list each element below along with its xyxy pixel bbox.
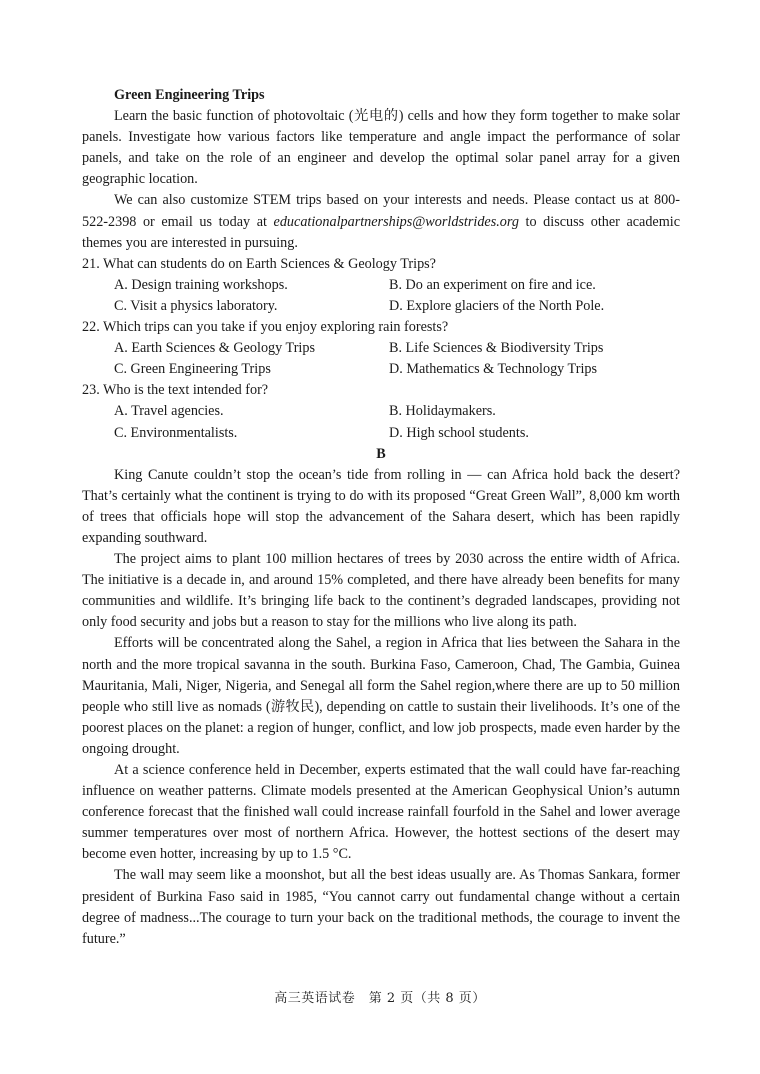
option-b: B. Do an experiment on fire and ice. (389, 276, 596, 293)
option-d: D. Explore glaciers of the North Pole. (389, 297, 605, 314)
passage-b-paragraph-3: Efforts will be concentrated along the Sahel, a region in Africa that lies between the Sahara in the north and the more tropical savanna in the south. Burkina Faso, Cameroon, Chad, The Gambia, Guinea Mauritania, Mali, Niger, Nigeria, and Senegal all form the Sahel region,where there are up to 50 million people who still live as nomads (游牧民), depending on cattle to sustain their livelihoods. It’s one of the poorest places on the planet: a region of hunger, conflict, and low job prospects, made even harder by the ongoing drought. (82, 635, 680, 757)
passage-b-paragraph-2: The project aims to plant 100 million hectares of trees by 2030 across the entire width of Africa. The initiative is a decade in, and around 15% completed, and there have already been benefits for many communities and wildlife. It’s bringing life back to the continent’s degraded landscapes, providing not only food security and jobs but a reason to stay for the millions who live along its path. (82, 551, 680, 631)
option-a: A. Design training workshops. (114, 276, 288, 293)
option-a: A. Travel agencies. (114, 403, 224, 420)
option-d: D. High school students. (389, 424, 529, 441)
passage-b-label: B (376, 445, 386, 462)
question-stem: 23. Who is the text intended for? (82, 382, 269, 399)
paragraph-contact (82, 190, 680, 253)
question-21 (82, 254, 680, 317)
email-address: educationalpartnerships@worldstrides.org (273, 213, 519, 230)
option-b: B. Holidaymakers. (389, 403, 496, 420)
answer-options (82, 275, 680, 317)
contact-text-before: We can also customize STEM trips based on your interests and needs. Please contact us at 800-522-2398 or email us today at (82, 192, 680, 230)
exam-page (82, 85, 680, 950)
option-d: D. Mathematics & Technology Trips (389, 361, 598, 378)
contact-text-after: to discuss other academic themes you are interested in pursuing. (82, 213, 681, 251)
passage-b-paragraph-4: At a science conference held in December, experts estimated that the wall could have far-reaching influence on weather patterns. Climate models presented at the American Geophysical Union’s autumn conference forecast that the finished wall could increase rainfall fourfold in the Sahel and lower average summer temperatures over most of northern Africa. However, the hottest sections of the desert may become even hotter, increasing by up to 1.5 °C. (82, 762, 680, 863)
paragraph-green-engineering: Learn the basic function of photovoltaic (光电的) cells and how they form together to make solar panels. Investigate how various factors like temperature and angle impact the performance of solar panels, and take on the role of an engineer and develop the optimal solar panel array for a given geographic location. (82, 108, 680, 188)
option-a: A. Earth Sciences & Geology Trips (114, 340, 315, 357)
question-stem: 22. Which trips can you take if you enjoy exploring rain forests? (82, 319, 449, 336)
option-c: C. Visit a physics laboratory. (114, 297, 278, 314)
option-c: C. Green Engineering Trips (114, 361, 271, 378)
section-heading-green-engineering: Green Engineering Trips (114, 87, 265, 103)
question-stem: 21. What can students do on Earth Sciences & Geology Trips? (82, 255, 436, 272)
page-footer: 高三英语试卷 第 2 页（共 8 页） (274, 991, 486, 1006)
answer-options (82, 401, 680, 443)
option-b: B. Life Sciences & Biodiversity Trips (389, 340, 604, 357)
passage-b-paragraph-5: The wall may seem like a moonshot, but all the best ideas usually are. As Thomas Sankara, former president of Burkina Faso said in 1985, “You cannot carry out fundamental change without a certain degree of madness...The courage to turn your back on the traditional methods, the courage to invent the future.” (82, 867, 680, 947)
answer-options (82, 338, 680, 380)
option-c: C. Environmentalists. (114, 424, 238, 441)
question-23 (82, 380, 680, 443)
passage-b-paragraph-1: King Canute couldn’t stop the ocean’s tide from rolling in — can Africa hold back the desert? That’s certainly what the continent is trying to do with its proposed “Great Green Wall”, 8,000 km worth of trees that officials hope will stop the advancement of the Sahara desert, which has been rapidly expanding southward. (82, 466, 680, 546)
question-22 (82, 317, 680, 380)
